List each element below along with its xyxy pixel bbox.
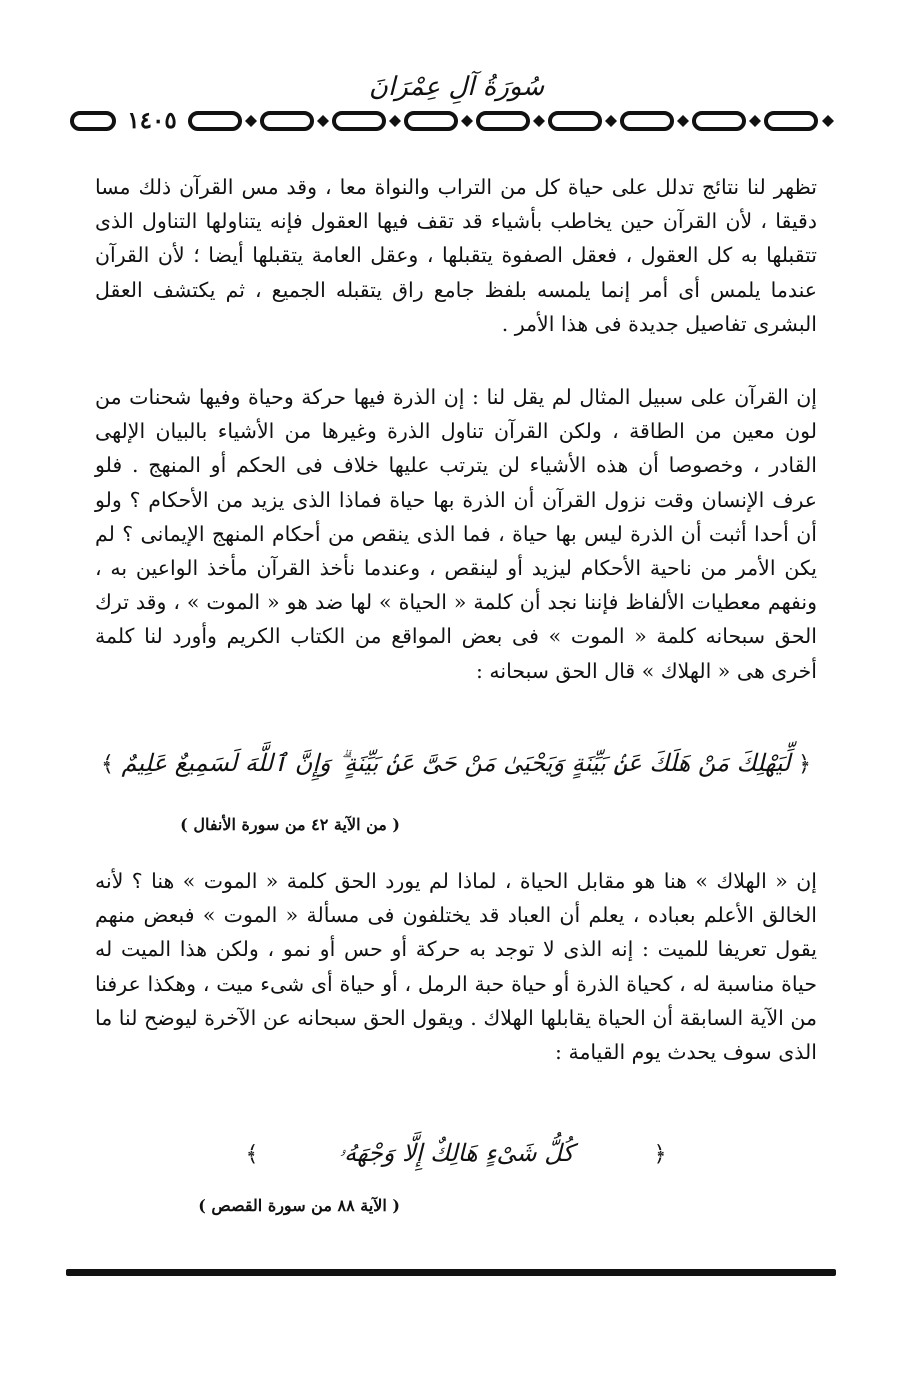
paragraph-1: تظهر لنا نتائج تدلل على حياة كل من التراب والنواة معا ، وقد مس القرآن ذلك مسا دقيقا ، لأن القرآن حين يخاطب بأشياء قد تقف فيها العقول فإنه يتناولها التناول الذى تتقبلها به كل العقول ، فعقل الصفوة يتقبلها ، وعقل العامة يتقبلها أيضا ؛ لأن القرآن عندما يلمس أى أمر إنما يلمسه بلفظ جامع راق يتقبله الجميع ، ثم يكتشف العقل البشرى تفاصيل جديدة فى هذا الأمر . <box>95 175 817 336</box>
verse-text: كُلُّ شَىْءٍ هَالِكٌ إِلَّا وَجْهَهُۥ <box>338 1139 574 1167</box>
verse-open-bracket: ﴿ <box>798 752 811 777</box>
quran-verse-2 <box>95 1128 817 1178</box>
paragraph-3: إن « الهلاك » هنا هو مقابل الحياة ، لماذا لم يورد الحق كلمة « الموت » هنا ؟ لأنه الخالق الأعلم بعباده ، يعلم أن العباد قد يختلفون فى مسألة « الموت » فبعض منهم يقول تعريفا للميت : إنه الذى لا توجد به حركة أو حس أو نمو ، ولكن هذا الميت له حياة مناسبة له ، كحياة الذرة أو حياة حبة الرمل ، أو حياة أى شىء ميت ، وهكذا عرفنا من الآية السابقة أن الحياة يقابلها الهلاك . ويقول الحق سبحانه عن الآخرة ليوضح لنا ما الذى سوف يحدث يوم القيامة : <box>95 869 817 1065</box>
verse-close-bracket: ﴾ <box>101 752 114 777</box>
paragraph-2: إن القرآن على سبيل المثال لم يقل لنا : إن الذرة فيها حركة وحياة وفيها شحنات من لون معين من الطاقة ، ولكن القرآن تناول الذرة وغيرها من الأشياء بالبيان الإلهى القادر ، وخصوصا أن هذه الأشياء لن يترتب عليها خلاف فى الحكم أو المنهج . فلو عرف الإنسان وقت نزول القرآن أن الذرة بها حياة فماذا الذى يزيد من الأحكام ؟ ولو أن أحدا أثبت أن الذرة ليس بها حياة ، فما الذى ينقص من أحكام المنهج الإيمانى ؟ لم يكن الأمر من ناحية الأحكام ليزيد أو لينقص ، وعندما نأخذ القرآن مأخذ الواعين به ، ونفهم معطيات الألفاظ فإننا نجد أن كلمة « الحياة » لها ضد هو « الموت » ، وقد ترك الحق سبحانه كلمة « الموت » فى بعض المواقع من الكتاب الكريم وأورد لنا كلمة أخرى هى « الهلاك » قال الحق سبحانه : <box>95 385 817 683</box>
verse-citation-2: ( الآية ٨٨ من سورة القصص ) <box>198 1196 400 1215</box>
verse-close-bracket: ﴾ <box>245 1142 259 1167</box>
footer-rule <box>66 1269 836 1276</box>
verse-open-bracket: ﴿ <box>653 1142 667 1167</box>
surah-title: سُورَةُ آلِ عِمْرَانَ <box>368 72 545 102</box>
page-number: ١٤٠٥ <box>118 104 186 138</box>
verse-text: لِّيَهْلِكَ مَنْ هَلَكَ عَنۢ بَيِّنَةٍ وَيَحْيَىٰ مَنْ حَىَّ عَنۢ بَيِّنَةٍ ۗ وَإِنَّ ٱللَّهَ لَسَمِيعٌ عَلِيمٌ <box>121 749 791 777</box>
verse-citation-1: ( من الآية ٤٢ من سورة الأنفال ) <box>180 815 400 834</box>
quran-verse-1 <box>95 738 817 788</box>
